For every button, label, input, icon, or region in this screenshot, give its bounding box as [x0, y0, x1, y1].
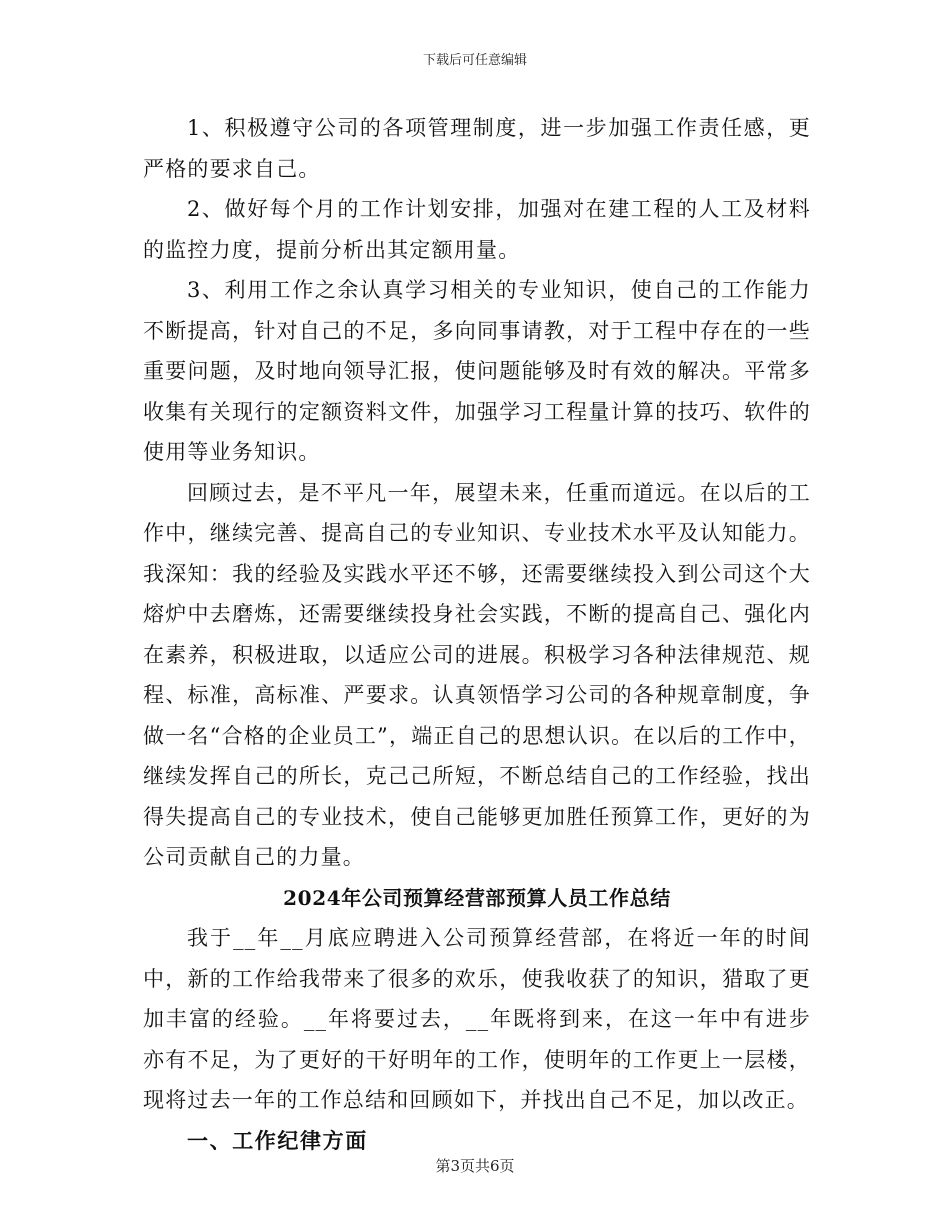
- paragraph-2: 2、做好每个月的工作计划安排，加强对在建工程的人工及材料的监控力度，提前分析出其定额用量。: [143, 197, 811, 262]
- page-footer: 第3页共6页: [435, 1157, 515, 1175]
- intro-paragraph: 我于__年__月底应聘进入公司预算经营部，在将近一年的时间中，新的工作给我带来了很多的欢乐，使我收获了的知识，猎取了更加丰富的经验。__年将要过去，__年既将到来，在这一年中有进步亦有不足，为了更好的干好明年的工作，使明年的工作更上一层楼，现将过去一年的工作总结和回顾如下，并找出自己不足，加以改正。: [143, 926, 811, 1112]
- section-heading: 一、工作纪律方面: [187, 1127, 368, 1153]
- paragraph-1: 1、积极遵守公司的各项管理制度，进一步加强工作责任感，更严格的要求自己。: [143, 116, 811, 181]
- page-header: 下载后可任意编辑: [422, 53, 527, 68]
- document-title: 2024年公司预算经营部预算人员工作总结: [283, 885, 671, 910]
- paragraph-3: 3、利用工作之余认真学习相关的专业知识，使自己的工作能力不断提高，针对自己的不足，多向同事请教，对于工程中存在的一些重要问题，及时地向领导汇报，使问题能够及时有效的解决。平常多收集有关现行的定额资料文件，加强学习工程量计算的技巧、软件的使用等业务知识。: [143, 278, 811, 464]
- document-body: [143, 108, 811, 1161]
- paragraph-4: 回顾过去，是不平凡一年，展望未来，任重而道远。在以后的工作中，继续完善、提高自己的专业知识、专业技术水平及认知能力。我深知：我的经验及实践水平还不够，还需要继续投入到公司这个大熔炉中去磨炼，还需要继续投身社会实践，不断的提高自己、强化内在素养，积极进取，以适应公司的进展。积极学习各种法律规范、规程、标准，高标准、严要求。认真领悟学习公司的各种规章制度，争做一名“合格的企业员工”，端正自己的思想认识。在以后的工作中，继续发挥自己的所长，克己己所短，不断总结自己的工作经验，找出得失提高自己的专业技术，使自己能够更加胜任预算工作，更好的为公司贡献自己的力量。: [143, 480, 811, 869]
